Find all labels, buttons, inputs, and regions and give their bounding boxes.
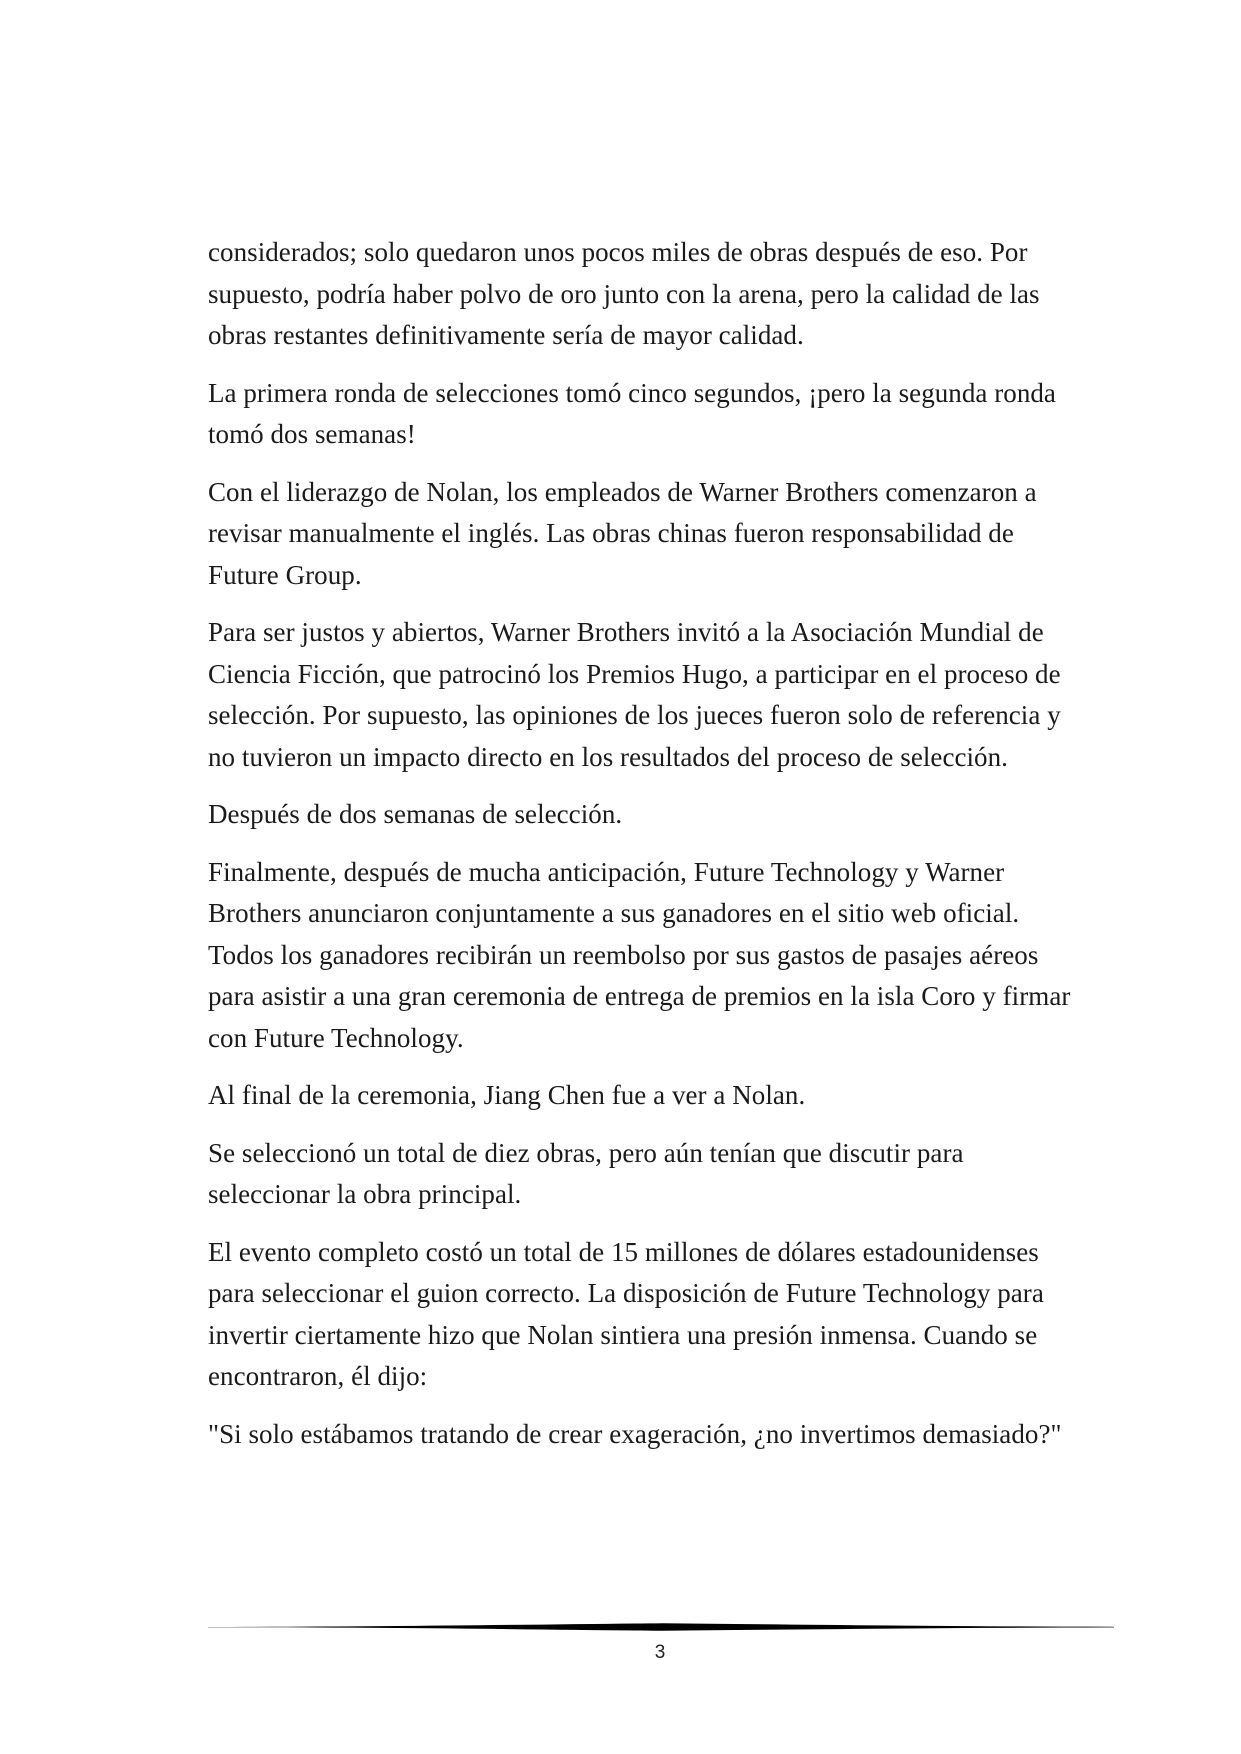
paragraph: Para ser justos y abiertos, Warner Brothers invitó a la Asociación Mundial de Ciencia Ficción, que patrocinó los Premios Hugo, a participar en el proceso de selección. Por supuesto, las opiniones de los jueces fueron solo de referencia y no tuvieron un impacto directo en los resultados del proceso de selección. — [208, 617, 1061, 772]
paragraph: "Si solo estábamos tratando de crear exageración, ¿no invertimos demasiado?" — [208, 1418, 1062, 1449]
paragraph: Finalmente, después de mucha anticipación, Future Technology y Warner Brothers anunciaron conjuntamente a sus ganadores en el sitio web oficial. Todos los ganadores recibirán un reembolso por sus gastos de pasajes aéreos para asistir a una gran ceremonia de entrega de premios en la isla Coro y firmar con Future Technology. — [208, 856, 1071, 1053]
paragraph: Con el liderazgo de Nolan, los empleados de Warner Brothers comenzaron a revisar manualmente el inglés. Las obras chinas fueron responsabilidad de Future Group. — [208, 476, 1037, 590]
page-number: 3 — [654, 1642, 666, 1663]
paragraph: El evento completo costó un total de 15 millones de dólares estadounidenses para seleccionar el guion correcto. La disposición de Future Technology para invertir ciertamente hizo que Nolan sintiera una presión inmensa. Cuando se encontraron, él dijo: — [208, 1236, 1044, 1391]
paragraph: Al final de la ceremonia, Jiang Chen fue a ver a Nolan. — [208, 1080, 806, 1110]
paragraph: Después de dos semanas de selección. — [208, 799, 623, 829]
paragraph: considerados; solo quedaron unos pocos miles de obras después de eso. Por supuesto, podría haber polvo de oro junto con la arena, pero la calidad de las obras restantes definitivamente sería de mayor calidad. — [208, 237, 1040, 350]
paragraph: La primera ronda de selecciones tomó cinco segundos, ¡pero la segunda ronda tomó dos semanas! — [208, 377, 1056, 449]
paragraph: Se seleccionó un total de diez obras, pero aún tenían que discutir para seleccionar la obra principal. — [208, 1137, 964, 1209]
body-text — [208, 232, 1074, 1471]
footer-divider-rule — [208, 1620, 1114, 1634]
